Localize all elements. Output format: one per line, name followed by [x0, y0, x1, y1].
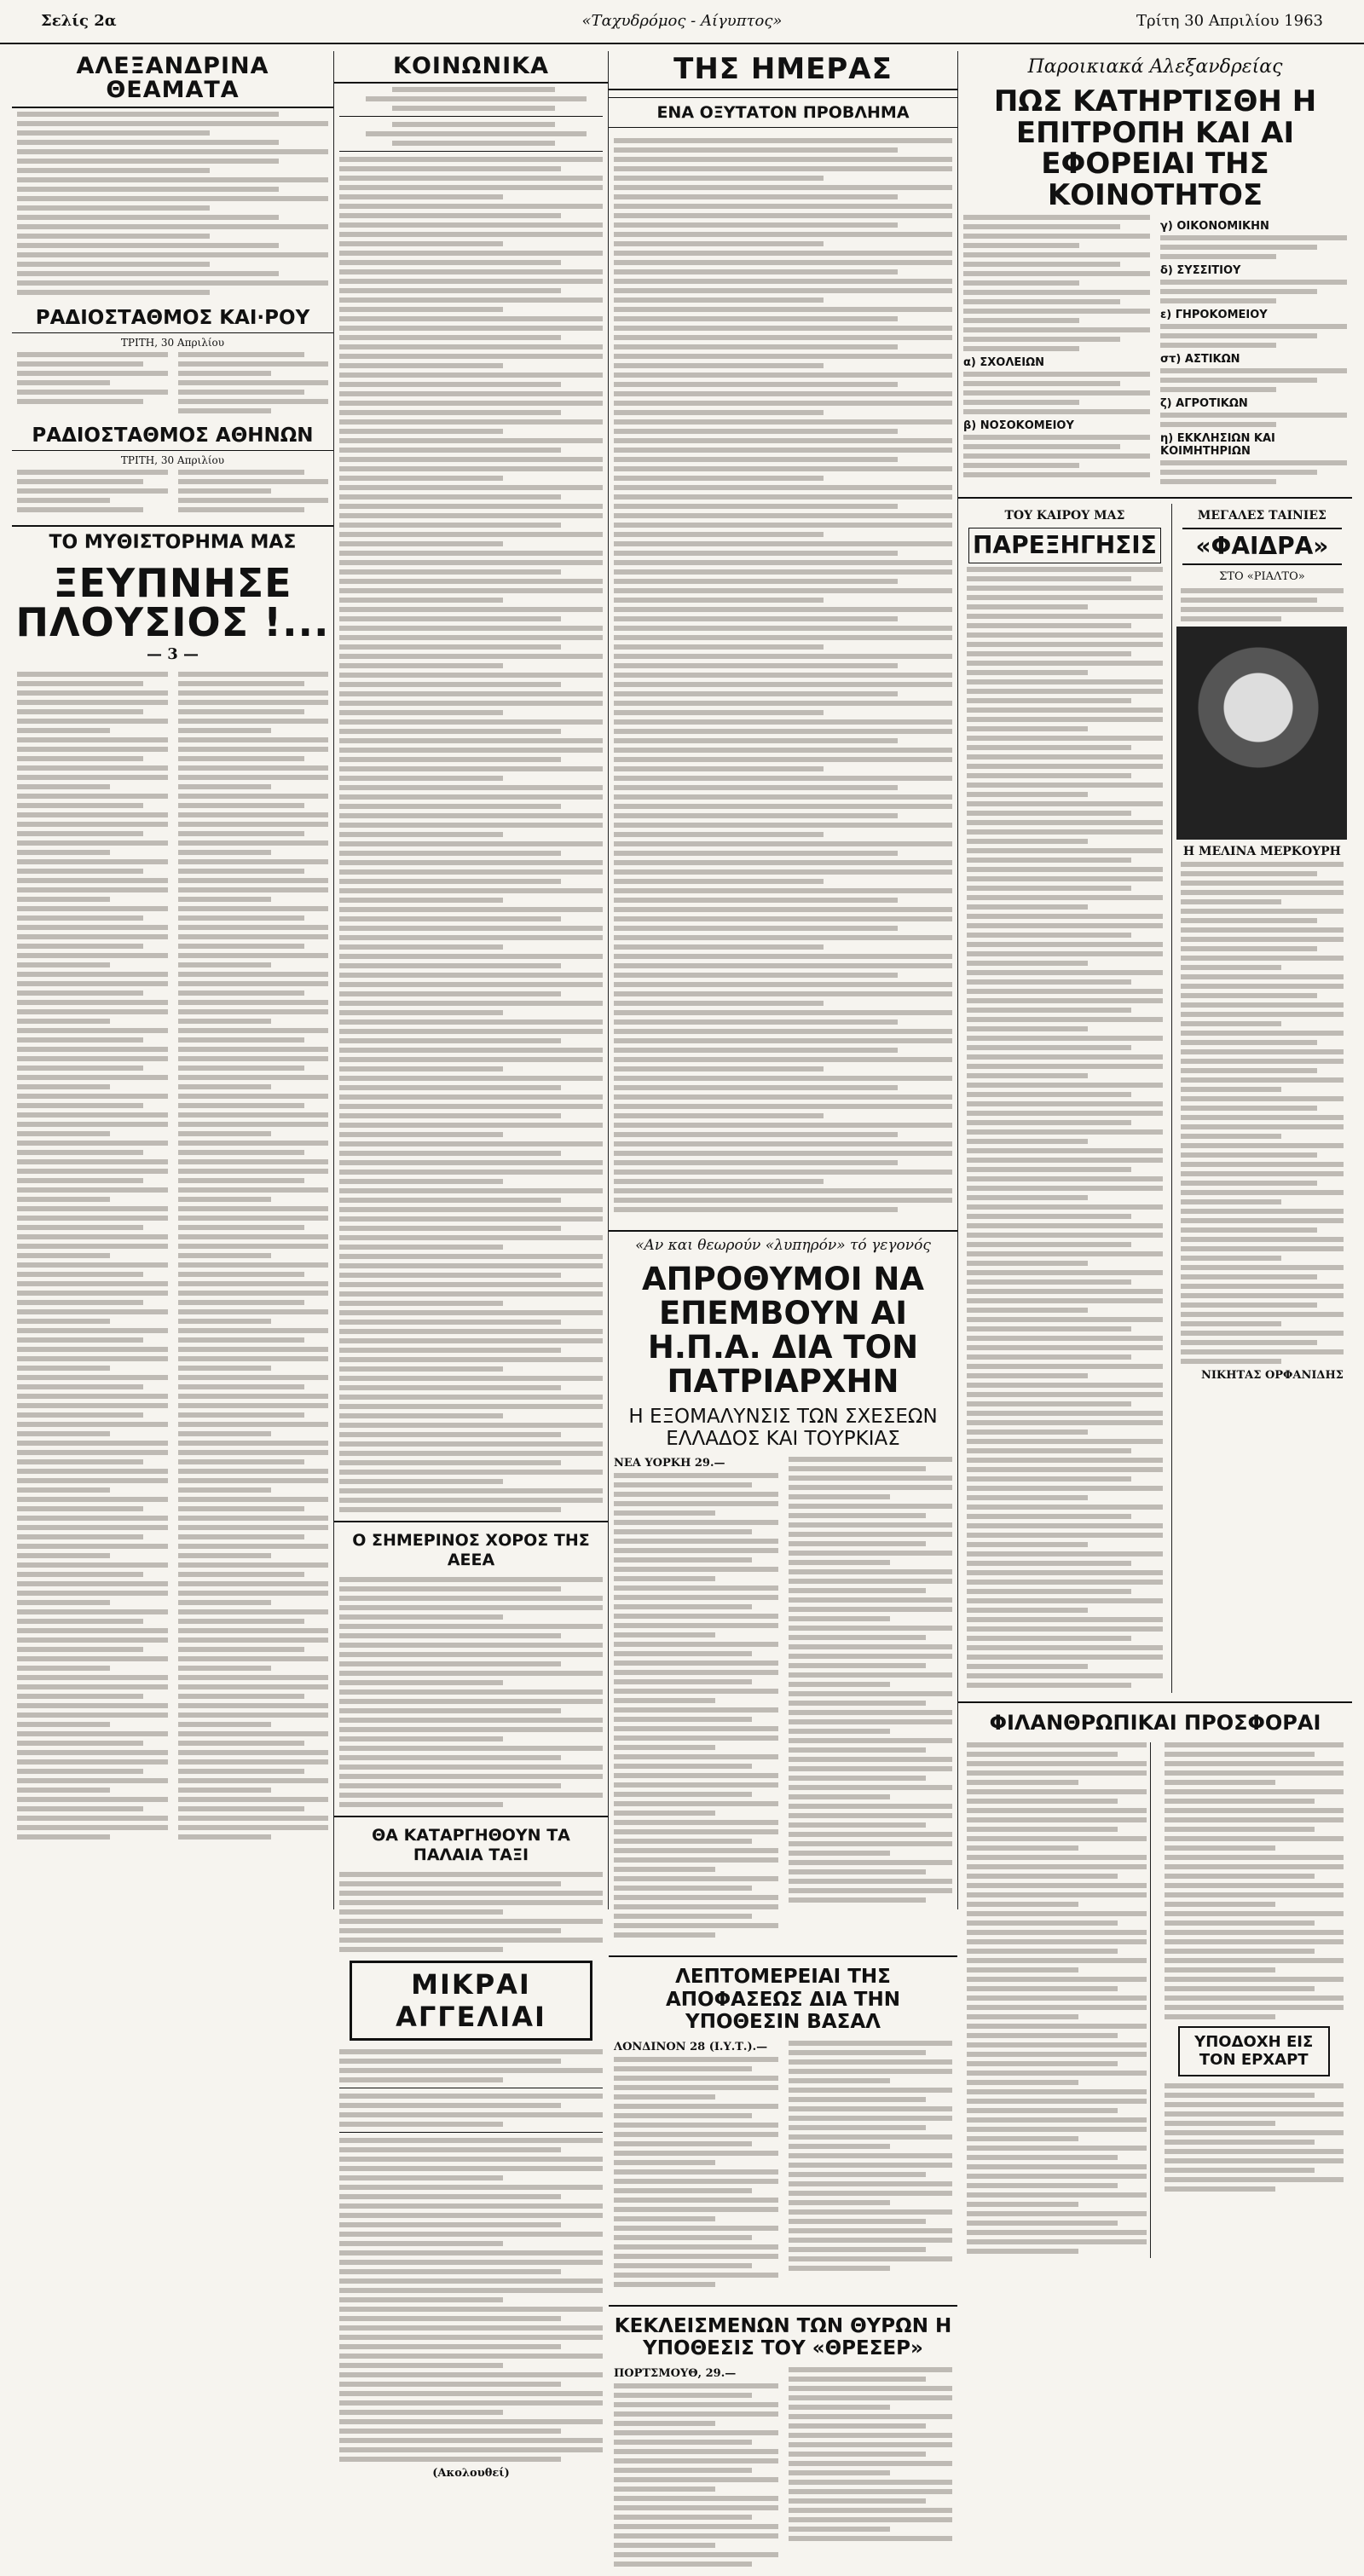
column-news [609, 51, 958, 2380]
continued-note: (Ακολουθεί) [432, 2466, 510, 2480]
community-section-title: Παροικιακά Αλεξανδρείας [1027, 56, 1283, 78]
theatres-listings [17, 112, 328, 295]
photo-caption: Η ΜΕΛΙΝΑ ΜΕΡΚΟΥΡΗ [1182, 845, 1341, 859]
social-section-title: ΚΟΙΝΩΝΙΚΑ [334, 51, 608, 84]
newspaper-name: «Ταχυδρόμος - Αίγυπτος» [581, 12, 783, 30]
feature-subtitle: Η ΕΞΟΜΑΛΥΝΣΙΣ ΤΩΝ ΣΧΕΣΕΩΝ ΕΛΛΑΔΟΣ ΚΑΙ ΤΟΥΡΚΙΑΣ [628, 1405, 938, 1450]
thresher-title: ΚΕΚΛΕΙΣΜΕΝΩΝ ΤΩΝ ΘΥΡΩΝ Η ΥΠΟΘΕΣΙΣ ΤΟΥ «ΘΡΕΣΕΡ» [614, 2314, 952, 2360]
committee-lists [958, 215, 1352, 488]
erhard-title: ΥΠΟΔΟΧΗ ΕΙΣ ΤΟΝ ΕΡΧΑΡΤ [1178, 2026, 1331, 2076]
committee-finance: γ) ΟΙΚΟΝΟΜΙΚΗΝ [1160, 219, 1269, 233]
film-intro [1181, 588, 1344, 621]
news-section-title: ΤΗΣ ΗΜΕΡΑΣ [609, 51, 957, 90]
committee-old-age-home: ε) ΓΗΡΟΚΟΜΕΙΟΥ [1160, 308, 1268, 321]
radio-athens-date: ΤΡΙΤΗ, 30 Απριλίου [120, 453, 225, 466]
commentary-and-film [958, 504, 1352, 1693]
commentary-kicker: ΤΟΥ ΚΑΙΡΟΥ ΜΑΣ [1004, 508, 1125, 523]
masthead [0, 0, 1364, 44]
commentary-body [967, 567, 1163, 1688]
melina-mercouri-photo [1176, 627, 1347, 840]
social-notices [339, 87, 603, 1512]
small-ads-body [339, 2049, 603, 2462]
committee-hospital: β) ΝΟΣΟΚΟΜΕΙΟΥ [963, 419, 1074, 432]
charity-title: ΦΙΛΑΝΘΡΩΠΙΚΑΙ ΠΡΟΣΦΟΡΑΙ [989, 1711, 1321, 1736]
committee-schools: α) ΣΧΟΛΕΙΩΝ [963, 355, 1045, 369]
issue-date: Τρίτη 30 Απριλίου 1963 [1136, 12, 1323, 30]
radio-cairo-date: ΤΡΙΤΗ, 30 Απριλίου [120, 336, 225, 349]
today-dance-body [339, 1577, 603, 1807]
theatres-section-title: ΑΛΕΞΑΝΔΡΙΝΑ ΘΕΑΜΑΤΑ [12, 51, 333, 108]
feature-kicker: «Αν και θεωρούν «λυπηρόν» τό γεγονός [635, 1236, 931, 1254]
today-dance-title: Ο ΣΗΜΕΡΙΝΟΣ ΧΟΡΟΣ ΤΗΣ ΑΕΕΑ [352, 1531, 590, 1570]
column-community [958, 51, 1352, 2070]
feature-title: ΑΠΡΟΘΥΜΟΙ ΝΑ ΕΠΕΜΒΟΥΝ ΑΙ Η.Π.Α. ΔΙΑ ΤΟΝ ΠΑΤΡΙΑΡΧΗΝ [642, 1260, 924, 1400]
feature-dateline: ΝΕΑ ΥΟΡΚΗ 29.— [614, 1457, 725, 1470]
old-taxis-title: ΘΑ ΚΑΤΑΡΓΗΘΟΥΝ ΤΑ ΠΑΛΑΙΑ ΤΑΞΙ [372, 1825, 570, 1864]
charity-body [958, 1739, 1352, 2263]
novel-kicker: ΤΟ ΜΥΘΙΣΤΟΡΗΜΑ ΜΑΣ [49, 531, 297, 553]
old-taxis-body [339, 1872, 603, 1952]
feature-body [609, 1453, 957, 1947]
novel-title: ΞΕΥΠΝΗΣΕ ΠΛΟΥΣΙΟΣ !... [15, 559, 330, 645]
lead-body [609, 135, 957, 1222]
vassall-dateline: ΛΟΝΔΙΝΟΝ 28 (Ι.Υ.Τ.).— [614, 2040, 768, 2053]
vassall-title: ΛΕΠΤΟΜΕΡΕΙΑΙ ΤΗΣ ΑΠΟΦΑΣΕΩΣ ΔΙΑ ΤΗΝ ΥΠΟΘΕΣΙΝ ΒΑΣΑΛ [665, 1966, 900, 2034]
committee-rural: ζ) ΑΓΡΟΤΙΚΩΝ [1160, 396, 1248, 410]
radio-cairo-schedule [12, 352, 333, 418]
novel-body [12, 668, 333, 1849]
thresher-body [609, 2364, 957, 2576]
radio-athens-schedule [12, 470, 333, 517]
novel-part-number: — 3 — [146, 644, 199, 663]
vassall-body [609, 2037, 957, 2296]
radio-athens-title: ΡΑΔΙΟΣΤΑΘΜΟΣ ΑΘΗΝΩΝ [12, 418, 333, 451]
commentary-title: ΠΑΡΕΞΗΓΗΣΙΣ [968, 528, 1161, 563]
film-review-body [1181, 862, 1344, 1364]
committee-mess: δ) ΣΥΣΣΙΤΙΟΥ [1160, 263, 1241, 277]
column-theatres-radio-novel [12, 51, 334, 1909]
column-social [334, 51, 609, 2480]
film-venue: ΣΤΟ «ΡΙΑΛΤΟ» [1219, 570, 1305, 584]
committee-churches: η) ΕΚΚΛΗΣΙΩΝ ΚΑΙ ΚΟΙΜΗΤΗΡΙΩΝ [1160, 431, 1275, 458]
thresher-dateline: ΠΟΡΤΣΜΟΥΘ, 29.— [614, 2366, 737, 2380]
small-ads-title: ΜΙΚΡΑΙ ΑΓΓΕΛΙΑΙ [350, 1961, 592, 2041]
film-kicker: ΜΕΓΑΛΕΣ ΤΑΙΝΙΕΣ [1197, 508, 1326, 523]
page-number: Σελίς 2α [41, 12, 117, 30]
film-title: «ΦΑΙΔΡΑ» [1182, 528, 1342, 565]
committee-urban: στ) ΑΣΤΙΚΩΝ [1160, 352, 1240, 366]
film-reviewer-signature: ΝΙΚΗΤΑΣ ΟΡΦΑΝΙΔΗΣ [1200, 1369, 1344, 1383]
community-main-title: ΠΩΣ ΚΑΤΗΡΤΙΣΘΗ Η ΕΠΙΤΡΟΠΗ ΚΑΙ ΑΙ ΕΦΟΡΕΙΑΙ ΤΗΣ ΚΟΙΝΟΤΗΤΟΣ [993, 84, 1317, 213]
radio-cairo-title: ΡΑΔΙΟΣΤΑΘΜΟΣ ΚΑΙ·ΡΟΥ [12, 300, 333, 333]
lead-title: ΕΝΑ ΟΞΥΤΑΤΟΝ ΠΡΟΒΛΗΜΑ [609, 97, 957, 128]
